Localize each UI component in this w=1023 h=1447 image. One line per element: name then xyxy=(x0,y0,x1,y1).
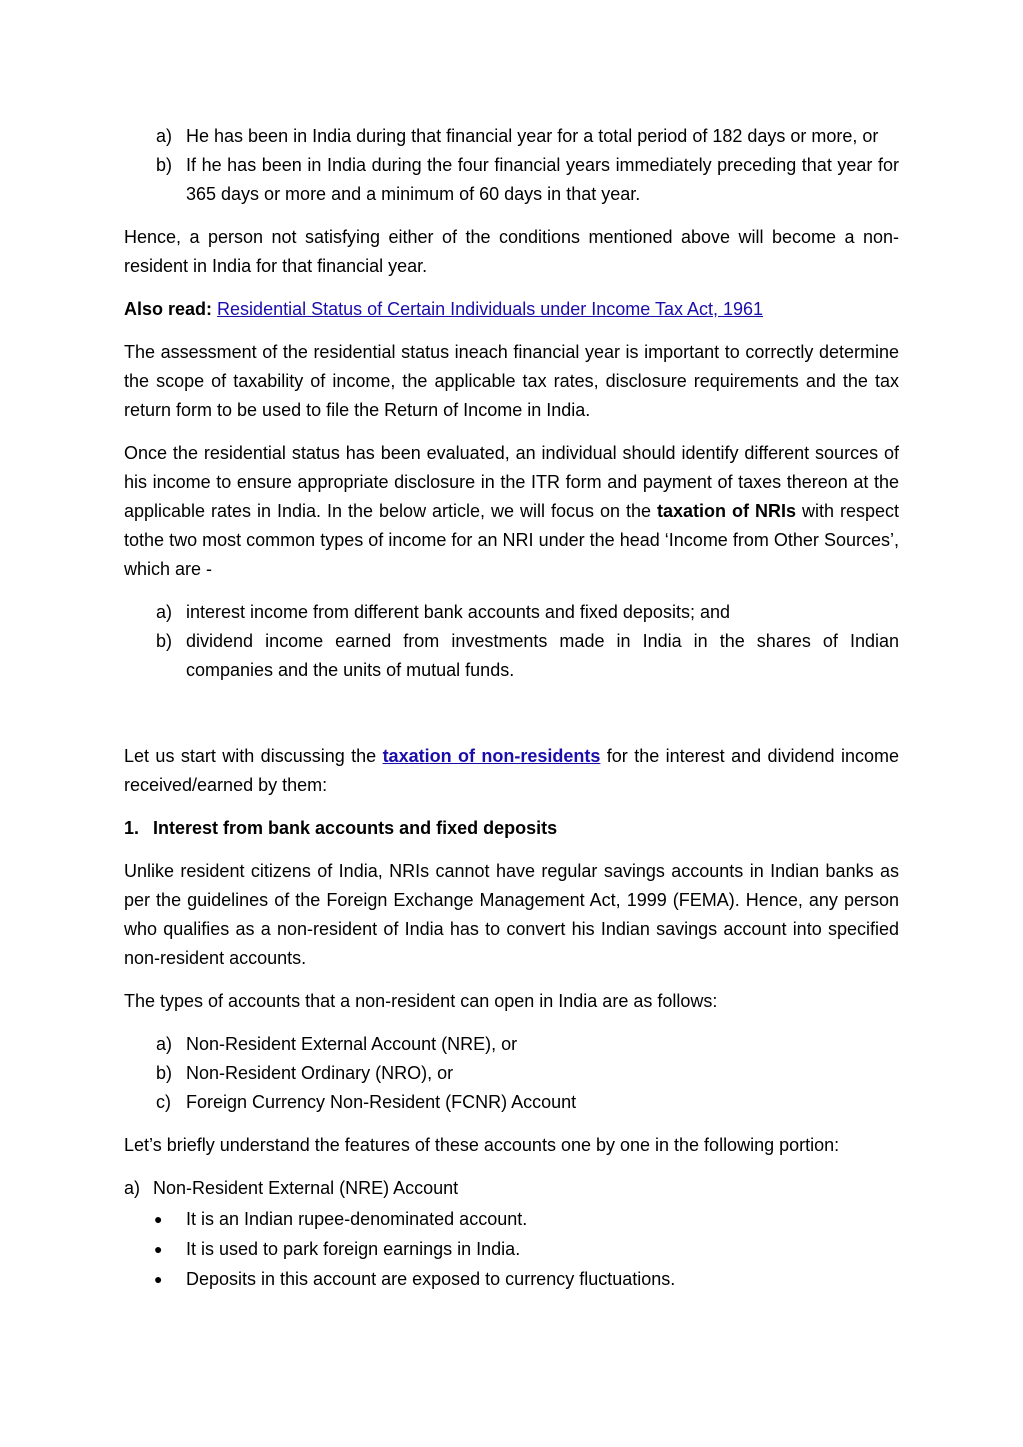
also-read-label: Also read: xyxy=(124,299,213,319)
nre-features-list xyxy=(124,1204,899,1294)
list-item xyxy=(124,627,899,685)
sub-heading-marker: a) xyxy=(124,1178,141,1198)
list-item-text: If he has been in India during the four financial years immediately preceding that year for 365 days or more and a minimum of 60 days in that year. xyxy=(186,155,899,204)
bullet-item xyxy=(124,1264,899,1294)
list-item-text: Foreign Currency Non-Resident (FCNR) Account xyxy=(186,1092,577,1112)
bullet-text: It is used to park foreign earnings in India. xyxy=(186,1239,521,1259)
list-marker: c) xyxy=(156,1092,171,1112)
account-types-list xyxy=(124,1030,899,1117)
list-item-text: Non-Resident External Account (NRE), or xyxy=(186,1034,518,1054)
bullet-text: It is an Indian rupee-denominated account. xyxy=(186,1209,528,1229)
bullet-item xyxy=(124,1234,899,1264)
list-item-text: dividend income earned from investments made in India in the shares of Indian companies and the units of mutual funds. xyxy=(186,631,899,680)
list-item xyxy=(124,1030,899,1059)
nre-account-heading xyxy=(124,1174,899,1203)
list-marker: a) xyxy=(156,1034,173,1054)
list-marker: b) xyxy=(156,1063,173,1083)
paragraph-once-bold: taxation of NRIs xyxy=(657,501,796,521)
paragraph-let-us xyxy=(124,742,899,800)
section-heading-number: 1. xyxy=(124,818,140,838)
section-heading xyxy=(124,814,899,843)
list-item-text: interest income from different bank accounts and fixed deposits; and xyxy=(186,602,730,622)
blank-space xyxy=(124,699,899,742)
bullet-icon: ● xyxy=(154,1271,163,1287)
paragraph-unlike: Unlike resident citizens of India, NRIs cannot have regular savings accounts in Indian banks as per the guidelines of the Foreign Exchange Management Act, 1999 (FEMA). Hence, any person who qualifies as a non-resident of India has to convert his Indian savings account into specified non-resident accounts. xyxy=(124,861,899,968)
list-item xyxy=(124,598,899,627)
list-item xyxy=(124,1088,899,1117)
list-marker: b) xyxy=(156,631,173,651)
paragraph-briefly: Let’s briefly understand the features of these accounts one by one in the following portion: xyxy=(124,1135,840,1155)
paragraph-once-text-1: Once the residential status has been evaluated, an individual should identify different sources of his income to ensure appropriate disclosure in the ITR form and payment of taxes thereon at the applicable rates in India. In the below article, we will focus on the xyxy=(124,443,899,521)
paragraph-once xyxy=(124,439,899,584)
paragraph-let-us-text-1: Let us start with discussing the xyxy=(124,746,383,766)
list-item xyxy=(124,122,899,151)
residency-conditions-list xyxy=(124,122,899,209)
bullet-item xyxy=(124,1204,899,1234)
also-read xyxy=(124,295,899,324)
paragraph-types: The types of accounts that a non-resident can open in India are as follows: xyxy=(124,991,718,1011)
list-marker: b) xyxy=(156,155,173,175)
list-item xyxy=(124,1059,899,1088)
list-item-text: He has been in India during that financial year for a total period of 182 days or more, or xyxy=(186,126,879,146)
bullet-text: Deposits in this account are exposed to currency fluctuations. xyxy=(186,1269,676,1289)
list-item xyxy=(124,151,899,209)
paragraph-once-text-2: with respect tothe two most common types of income for an NRI under the head ‘Income from Other Sources’, which are - xyxy=(124,501,899,579)
paragraph-let-us-text-2: for the interest and dividend income received/earned by them: xyxy=(124,746,899,795)
sub-heading-text: Non-Resident External (NRE) Account xyxy=(153,1178,459,1198)
list-marker: a) xyxy=(156,126,173,146)
list-marker: a) xyxy=(156,602,173,622)
bullet-icon: ● xyxy=(154,1211,163,1227)
document-page xyxy=(124,122,899,1294)
paragraph-hence: Hence, a person not satisfying either of the conditions mentioned above will become a non-resident in India for that financial year. xyxy=(124,227,899,276)
section-heading-text: Interest from bank accounts and fixed deposits xyxy=(153,818,558,838)
bullet-icon: ● xyxy=(154,1241,163,1257)
taxation-of-non-residents-link[interactable]: taxation of non-residents xyxy=(382,746,601,766)
paragraph-assessment: The assessment of the residential status ineach financial year is important to correctly determine the scope of taxability of income, the applicable tax rates, disclosure requirements and the tax return form to be used to file the Return of Income in India. xyxy=(124,342,899,420)
list-item-text: Non-Resident Ordinary (NRO), or xyxy=(186,1063,454,1083)
income-types-list xyxy=(124,598,899,685)
also-read-link[interactable]: Residential Status of Certain Individuals under Income Tax Act, 1961 xyxy=(217,299,764,319)
